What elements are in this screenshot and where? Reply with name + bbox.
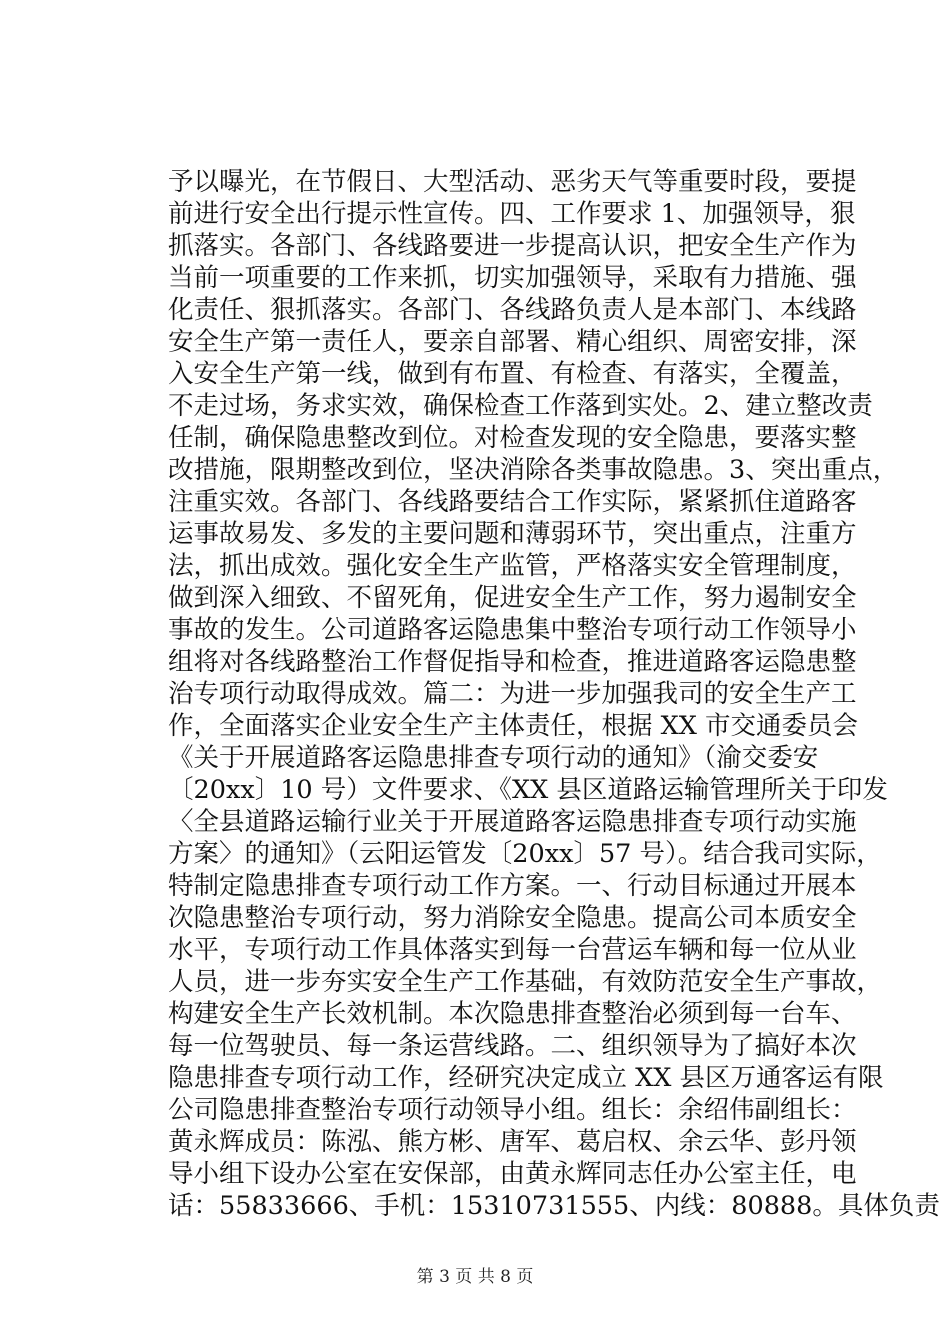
text-line: 当前一项重要的工作来抓，切实加强领导，采取有力措施、强: [168, 263, 857, 293]
text-line: 注重实效。各部门、各线路要结合工作实际，紧紧抓住道路客: [168, 487, 857, 517]
text-line: 作，全面落实企业安全生产主体责任，根据 XX 市交通委员会: [168, 711, 859, 741]
text-line: 〔20xx〕10 号）文件要求、《XX 县区道路运输管理所关于印发: [168, 775, 888, 805]
text-line: 《关于开展道路客运隐患排查专项行动的通知》（渝交委安: [168, 743, 819, 773]
text-line: 〈全县道路运输行业关于开展道路客运隐患排查专项行动实施: [168, 807, 857, 837]
text-line: 隐患排查专项行动工作，经研究决定成立 XX 县区万通客运有限: [168, 1063, 884, 1093]
text-line: 导小组下设办公室在安保部，由黄永辉同志任办公室主任，电: [168, 1159, 857, 1189]
text-line: 入安全生产第一线，做到有布置、有检查、有落实，全覆盖，: [168, 359, 857, 389]
text-line: 任制，确保隐患整改到位。对检查发现的安全隐患，要落实整: [168, 423, 857, 453]
text-line: 次隐患整治专项行动，努力消除安全隐患。提高公司本质安全: [168, 903, 857, 933]
text-line: 黄永辉成员：陈泓、熊方彬、唐军、葛启权、余云华、彭丹领: [168, 1127, 857, 1157]
text-line: 治专项行动取得成效。篇二：为进一步加强我司的安全生产工: [168, 679, 857, 709]
text-line: 人员，进一步夯实安全生产工作基础，有效防范安全生产事故，: [168, 967, 883, 997]
text-line: 特制定隐患排查专项行动工作方案。一、行动目标通过开展本: [168, 871, 857, 901]
text-line: 前进行安全出行提示性宣传。四、工作要求 1、加强领导，狠: [168, 199, 856, 229]
text-line: 组将对各线路整治工作督促指导和检查，推进道路客运隐患整: [168, 647, 857, 677]
text-line: 方案〉的通知》（云阳运管发〔20xx〕57 号）。结合我司实际，: [168, 839, 882, 869]
text-line: 不走过场，务求实效，确保检查工作落到实处。2、建立整改责: [168, 391, 873, 421]
text-line: 构建安全生产长效机制。本次隐患排查整治必须到每一台车、: [168, 999, 857, 1029]
text-line: 予以曝光，在节假日、大型活动、恶劣天气等重要时段，要提: [168, 167, 857, 197]
text-line: 化责任、狠抓落实。各部门、各线路负责人是本部门、本线路: [168, 295, 857, 325]
body-text: [168, 166, 940, 1222]
text-line: 公司隐患排查整治专项行动领导小组。组长：余绍伟副组长：: [168, 1095, 857, 1125]
text-line: 话：55833666、手机：15310731555、内线：80888。具体负责: [168, 1191, 940, 1221]
text-line: 事故的发生。公司道路客运隐患集中整治专项行动工作领导小: [168, 615, 857, 645]
text-line: 改措施，限期整改到位，坚决消除各类事故隐患。3、突出重点，: [168, 455, 899, 485]
text-line: 水平，专项行动工作具体落实到每一台营运车辆和每一位从业: [168, 935, 857, 965]
text-line: 做到深入细致、不留死角，促进安全生产工作，努力遏制安全: [168, 583, 857, 613]
text-line: 运事故易发、多发的主要问题和薄弱环节，突出重点，注重方: [168, 519, 857, 549]
page-footer: 第 3 页 共 8 页: [416, 1267, 534, 1287]
text-line: 法，抓出成效。强化安全生产监管，严格落实安全管理制度，: [168, 551, 857, 581]
text-line: 每一位驾驶员、每一条运营线路。二、组织领导为了搞好本次: [168, 1031, 857, 1061]
text-line: 安全生产第一责任人，要亲自部署、精心组织、周密安排，深: [168, 327, 857, 357]
text-line: 抓落实。各部门、各线路要进一步提高认识，把安全生产作为: [168, 231, 857, 261]
